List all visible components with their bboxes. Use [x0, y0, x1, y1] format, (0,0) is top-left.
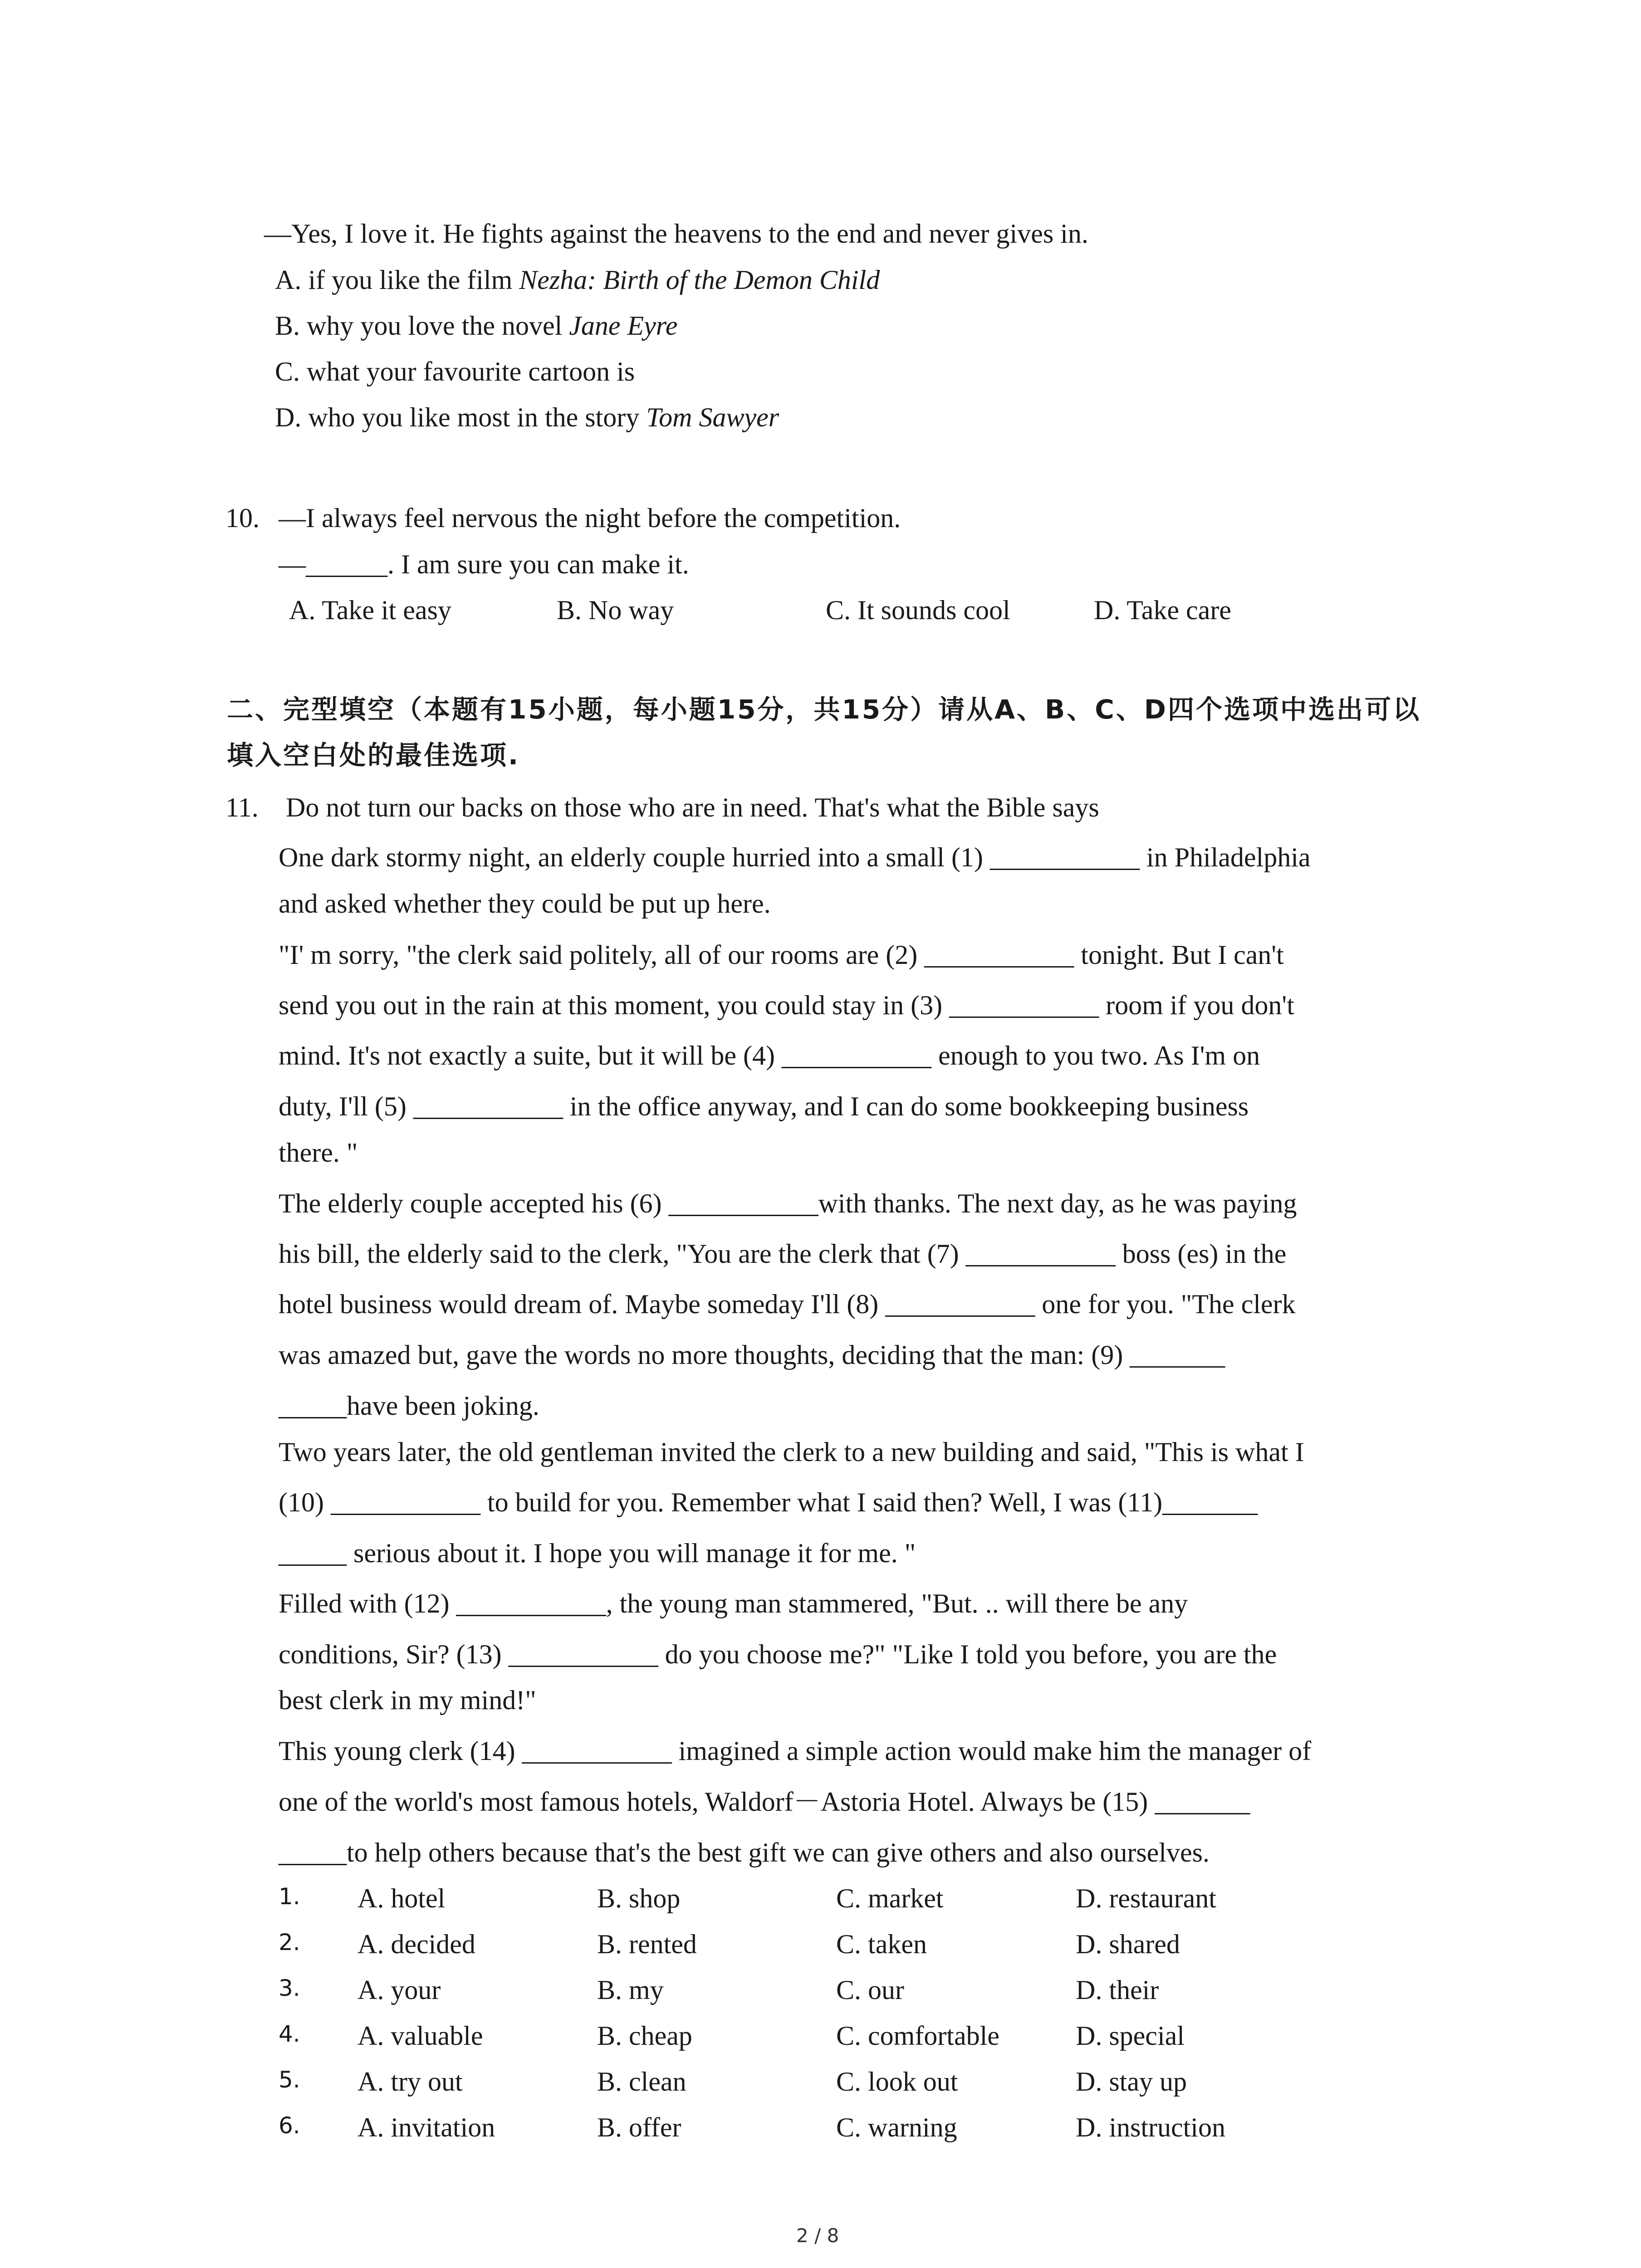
choice-b: B. shop — [597, 1883, 681, 1913]
choice-number: 2. — [279, 1929, 300, 1955]
choice-b: B. cheap — [597, 2021, 692, 2051]
choice-number: 3. — [279, 1975, 300, 2001]
passage-line-17: Filled with (12) ___________, the young man stammered, "But. .. will there be any — [279, 1589, 1188, 1618]
passage-line-12: was amazed but, gave the words no more thoughts, deciding that the man: (9) _______ — [279, 1340, 1225, 1370]
choice-d: D. instruction — [1076, 2112, 1225, 2142]
q9-option-b-title: Jane Eyre — [569, 311, 678, 341]
passage-line-6: mind. It's not exactly a suite, but it will be (4) ___________ enough to you two. As I'm on — [279, 1041, 1260, 1070]
q10-response: —______. I am sure you can make it. — [279, 549, 689, 579]
q9-option-d-text: D. who you like most in the story — [275, 402, 647, 432]
choice-c: C. market — [836, 1883, 944, 1913]
choice-number: 4. — [279, 2021, 300, 2047]
passage-line-21: one of the world's most famous hotels, Waldorf－Astoria Hotel. Always be (15) _______ — [279, 1787, 1250, 1817]
choice-number: 5. — [279, 2067, 300, 2093]
passage-line-7: duty, I'll (5) ___________ in the office anyway, and I can do some bookkeeping business — [279, 1091, 1249, 1121]
choice-a: A. try out — [358, 2067, 463, 2097]
passage-line-20: This young clerk (14) ___________ imagined a simple action would make him the manager of — [279, 1736, 1312, 1766]
choice-a: A. invitation — [358, 2112, 495, 2142]
passage-line-2: One dark stormy night, an elderly couple hurried into a small (1) ___________ in Philadelphia — [279, 842, 1311, 872]
passage-line-8: there. " — [279, 1138, 358, 1168]
passage-line-22: _____to help others because that's the best gift we can give others and also ourselves. — [279, 1838, 1210, 1867]
q10-option-b: B. No way — [557, 595, 674, 625]
choice-a: A. your — [358, 1975, 441, 2005]
passage-line-5: send you out in the rain at this moment, you could stay in (3) ___________ room if you don't — [279, 990, 1294, 1020]
choice-c: C. our — [836, 1975, 904, 2005]
q9-option-d — [275, 404, 779, 431]
q10-number: 10. — [225, 503, 260, 533]
section-heading-line2: 填入空白处的最佳选项. — [227, 740, 520, 771]
q10-option-a: A. Take it easy — [289, 595, 451, 625]
q9-option-c-text: C. what your favourite cartoon is — [275, 357, 635, 386]
passage-line-9: The elderly couple accepted his (6) ___________with thanks. The next day, as he was paying — [279, 1188, 1297, 1218]
passage-line-10: his bill, the elderly said to the clerk, "You are the clerk that (7) ___________ boss (es) in the — [279, 1239, 1287, 1269]
q9-option-c — [275, 358, 635, 385]
q10-option-d: D. Take care — [1094, 595, 1231, 625]
choice-a: A. decided — [358, 1929, 475, 1959]
passage-line-11: hotel business would dream of. Maybe someday I'll (8) ___________ one for you. "The clerk — [279, 1289, 1296, 1319]
passage-line-1: Do not turn our backs on those who are in need. That's what the Bible says — [286, 792, 1099, 822]
q9-option-d-title: Tom Sawyer — [646, 402, 779, 432]
passage-line-16: _____ serious about it. I hope you will manage it for me. " — [279, 1538, 916, 1568]
q9-option-b — [275, 312, 678, 339]
q10-question: —I always feel nervous the night before the competition. — [279, 503, 901, 533]
q9-option-b-text: B. why you love the novel — [275, 311, 569, 341]
choice-number: 6. — [279, 2112, 300, 2139]
page-number: 2 / 8 — [796, 2224, 839, 2247]
passage-line-15: (10) ___________ to build for you. Remember what I said then? Well, I was (11)_______ — [279, 1487, 1258, 1517]
choice-c: C. comfortable — [836, 2021, 999, 2051]
choice-d: D. restaurant — [1076, 1883, 1216, 1913]
choice-number: 1. — [279, 1883, 300, 1910]
choice-b: B. clean — [597, 2067, 686, 2097]
q9-option-a-text: A. if you like the film — [275, 265, 519, 295]
passage-line-14: Two years later, the old gentleman invited the clerk to a new building and said, "This is what I — [279, 1437, 1304, 1467]
passage-line-3: and asked whether they could be put up here. — [279, 889, 771, 919]
choice-d: D. special — [1076, 2021, 1185, 2051]
choice-c: C. warning — [836, 2112, 957, 2142]
choice-c: C. look out — [836, 2067, 958, 2097]
passage-line-13: _____have been joking. — [279, 1391, 539, 1421]
choice-b: B. rented — [597, 1929, 697, 1959]
passage-line-18: conditions, Sir? (13) ___________ do you choose me?" "Like I told you before, you are the — [279, 1639, 1277, 1669]
q9-option-a-title: Nezha: Birth of the Demon Child — [519, 265, 880, 295]
choice-b: B. my — [597, 1975, 664, 2005]
choice-a: A. hotel — [358, 1883, 446, 1913]
choice-d: D. shared — [1076, 1929, 1180, 1959]
choice-d: D. their — [1076, 1975, 1159, 2005]
passage-line-19: best clerk in my mind!" — [279, 1685, 536, 1715]
choice-a: A. valuable — [358, 2021, 483, 2051]
choice-d: D. stay up — [1076, 2067, 1187, 2097]
q9-response: —Yes, I love it. He fights against the heavens to the end and never gives in. — [264, 219, 1088, 249]
q9-option-a — [275, 266, 880, 293]
choice-b: B. offer — [597, 2112, 681, 2142]
choice-c: C. taken — [836, 1929, 927, 1959]
section-heading-line1: 二、完型填空（本题有15小题，每小题15分，共15分）请从A、B、C、D四个选项中选出可以 — [227, 694, 1421, 725]
q10-option-c: C. It sounds cool — [826, 595, 1010, 625]
q11-number: 11. — [225, 792, 259, 822]
passage-line-4: "I' m sorry, "the clerk said politely, all of our rooms are (2) ___________ tonight. But I can't — [279, 940, 1284, 970]
